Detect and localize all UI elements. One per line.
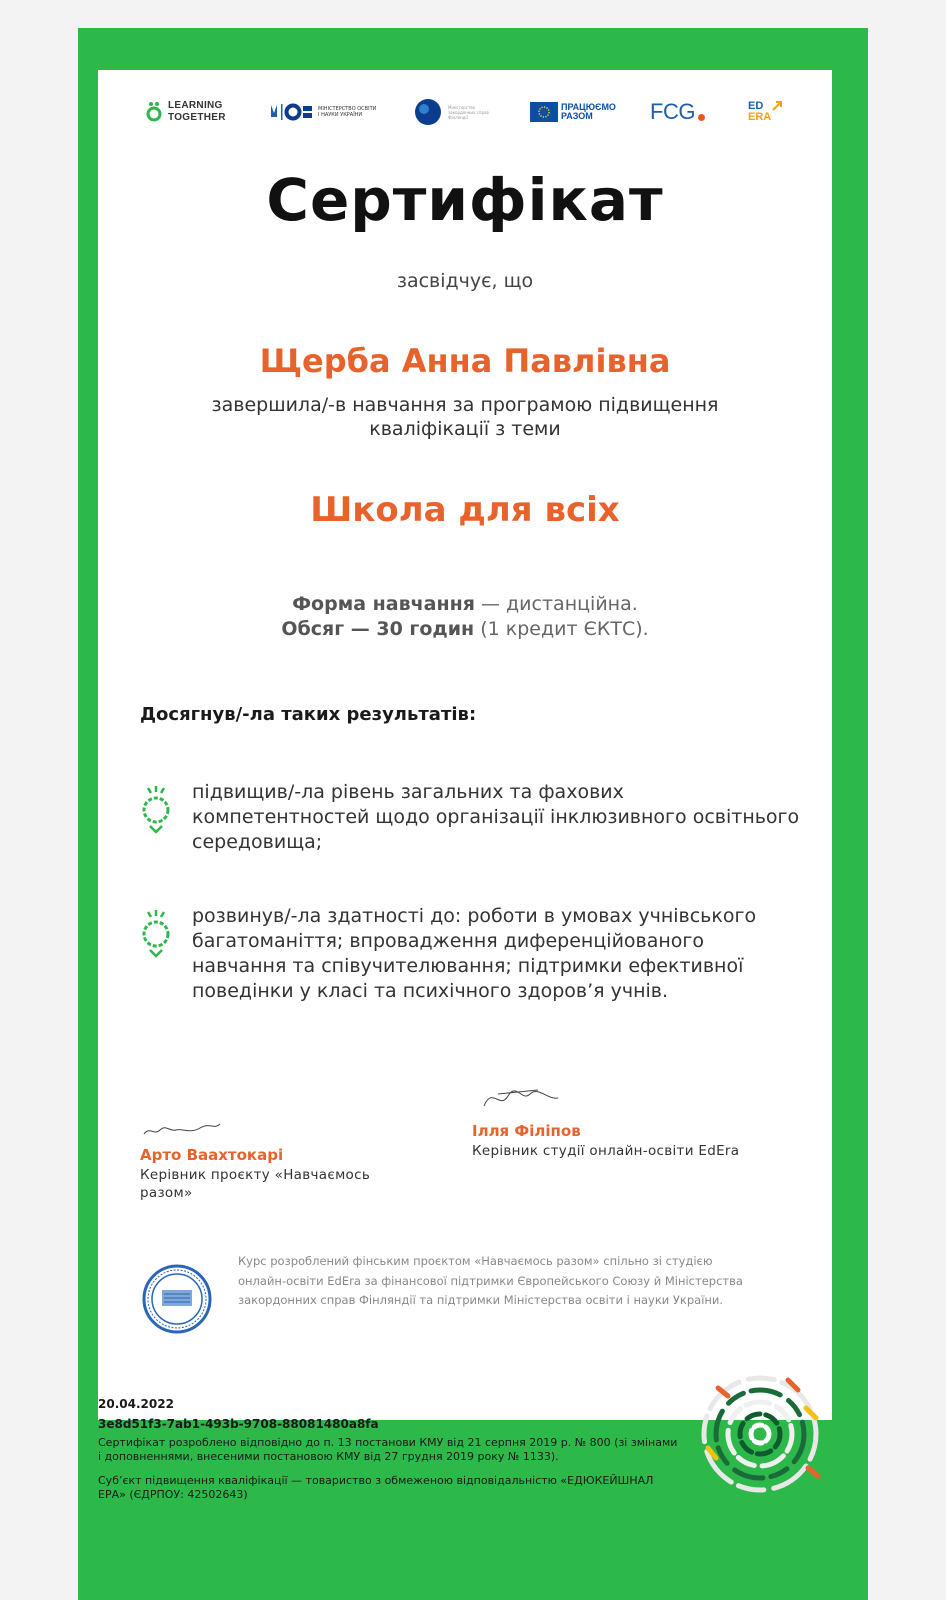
decorative-swirl: [688, 1368, 838, 1498]
certificate-id: 3e8d51f3-7ab1-493b-9708-88081480a8fa: [98, 1417, 379, 1431]
finland-ministry-logo: [414, 94, 498, 130]
fcg-logo: [650, 94, 705, 130]
eu-flag-icon: [530, 102, 558, 122]
laurel-icon: [138, 906, 174, 960]
volume-line: [98, 617, 832, 642]
certificate-frame: [78, 28, 868, 1600]
certificate-sheet: [98, 70, 832, 1420]
partner-logos: [98, 94, 832, 134]
globe-icon: [414, 98, 442, 126]
form-line: [98, 592, 832, 617]
edera-bottom-text: ERA: [748, 111, 772, 123]
laurel-icon: [138, 782, 174, 836]
form-label: Форма навчання: [292, 593, 475, 615]
certificate-title: Сертифікат: [266, 166, 664, 234]
signature-image: [478, 1076, 568, 1116]
fcg-dot-icon: [698, 114, 705, 121]
signer-role: Керівник студії онлайн-освіти EdEra: [472, 1143, 740, 1159]
results-heading: Досягнув/-ла таких результатів:: [140, 704, 477, 725]
ministry-text: МІНІСТЕРСТВО ОСВІТИ І НАУКИ УКРАЇНИ: [318, 106, 377, 118]
volume-value: (1 кредит ЄКТС).: [474, 618, 649, 640]
certifies-text: засвідчує, що: [396, 270, 534, 292]
completed-text: завершила/-в навчання за програмою підвищення кваліфікації з теми: [211, 394, 719, 440]
learning-together-text: LEARNING TOGETHER: [168, 100, 226, 123]
finland-ministry-text: Міністерство закордонних справ Фінляндії: [448, 104, 489, 120]
edera-arrow-icon: [771, 100, 785, 114]
eu-logo: [530, 94, 616, 130]
result-text: розвинув/-ла здатності до: роботи в умовах учнівського багатоманіття; впровадження диференційованого навчання та співучителювання; підтримки ефективної поведінки у класі та психічного здоров’я учнів.: [192, 905, 757, 1002]
legal-text: Сертифікат розроблено відповідно до п. 13 постанови КМУ від 21 серпня 2019 р. № 800 (зі змінами і доповненнями, внесеними постановою КМУ від 27 грудня 2019 року № 1133).: [98, 1436, 678, 1463]
issue-date: 20.04.2022: [98, 1397, 174, 1411]
provider-text: Суб’єкт підвищення кваліфікації — товариство з обмеженою відповідальністю «ЕДЮКЕЙШНАЛ ЕРА» (ЄДРПОУ: 42502643): [98, 1474, 654, 1501]
official-seal: [142, 1264, 212, 1334]
signature-image: [140, 1106, 230, 1140]
edera-logo: [748, 94, 785, 130]
eu-text: ПРАЦЮЄМО РАЗОМ: [561, 102, 616, 121]
certificate-footer: [98, 1394, 678, 1502]
form-value: — дистанційна.: [474, 593, 638, 615]
volume-label: Обсяг — 30 годин: [281, 618, 475, 640]
signature-block: [140, 1106, 410, 1202]
learning-together-logo: [146, 94, 238, 130]
signer-role: Керівник проєкту «Навчаємось разом»: [140, 1167, 371, 1201]
learning-together-icon: [146, 101, 162, 123]
signature-block: [472, 1076, 752, 1160]
signer-name: Арто Ваахтокарі: [140, 1146, 284, 1164]
course-note: Курс розроблений фінським проєктом «Навчаємось разом» спільно зі студією онлайн-освіти EdEra за фінансової підтримки Європейського Союзу й Міністерства закордонних справ Фінляндії та підтримки Міністерства освіти і науки України.: [238, 1254, 743, 1307]
course-title: Школа для всіх: [310, 490, 620, 530]
study-details: [98, 592, 832, 642]
fcg-text: FCG: [650, 99, 695, 124]
result-text: підвищив/-ла рівень загальних та фахових компетентностей щодо організації інклюзивного освітнього середовища;: [192, 781, 800, 853]
ministry-emblem-icon: [268, 101, 314, 123]
edera-top-text: ED: [748, 100, 764, 112]
recipient-name: Щерба Анна Павлівна: [259, 342, 671, 380]
signer-name: Ілля Філіпов: [472, 1122, 581, 1140]
ministry-logo: [268, 94, 378, 130]
